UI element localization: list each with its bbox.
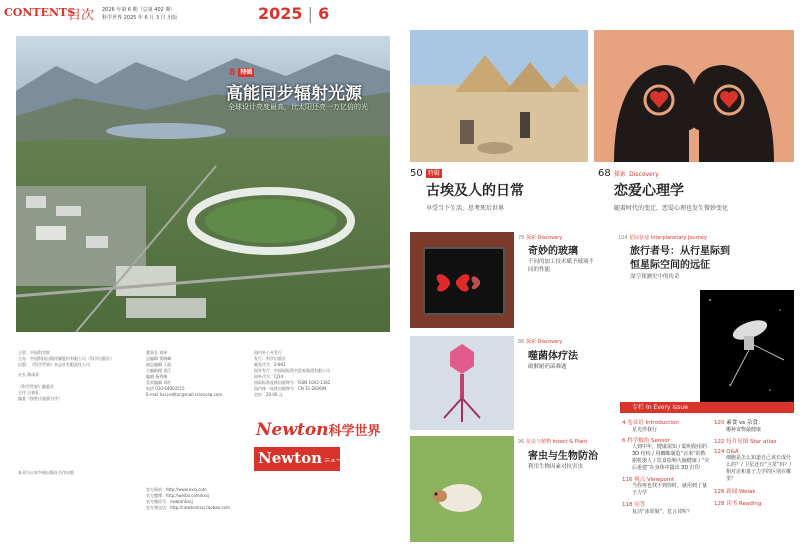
egypt-label: 50 特辑 [410, 168, 440, 179]
issue-line: 2026 年第 6 期（总第 402 期） [102, 7, 176, 13]
voyager-title-line1[interactable]: 旅行者号：从行星际到 [630, 246, 730, 257]
two-heads-heart-image [594, 30, 794, 162]
glass-label: 78 探索 Discovery [518, 235, 563, 241]
column-item[interactable]: 128 读书 Reading [714, 501, 762, 507]
cooperation-note: 本刊与日本牛顿出版社合作出版 [18, 470, 74, 475]
masthead-middle: 董事长 刘伟 总编辑 贺晓峰 副总编辑 王政 主编助理 刘江 编辑 杨秀梅 美术编辑 刘红 电话 010-64003515 E-mail kxsj-editor@mail.sciencep.com [146, 350, 223, 397]
column-item[interactable]: 6 科学触角 Sensor 人到中年，健康需知 / 聪明使用的 3D 结构 / 用蜘蛛制造“百米”的数据机器人 / 饮食影响大脑健康 / “灾后重建”在身体中露出 3D 打印 [622, 438, 710, 471]
masthead-bottom: 官方网站：http://www.kxsj.com 官方微博：http://weibo.com/kxsj 官方微信号：newtonkxsj 官方淘宝店：http://newtonkxsj.taobao.com [146, 487, 230, 510]
photo-glass[interactable] [410, 232, 514, 328]
photo-egypt[interactable] [410, 30, 588, 162]
phage-title[interactable]: 噬菌体疗法 [528, 351, 578, 362]
glass-subtitle: 不同的加工技术赋予玻璃不同的性能 [528, 259, 595, 273]
newton-logo-red: Newton ニュートン [254, 447, 340, 471]
voyager-subtitle: 深空探测史中的传奇 [630, 274, 680, 280]
masthead-right: 国内外公开发行 发行：科学出版社 邮发代号：2-802 国外发行：中国国际图书贸易集团有限公司 国外代号：CJ14 国际标准连续出版物号：ISSN 1003-1162 国内统一连续出版物号：CN 11-2836/N 定价：20.00 元 [254, 350, 331, 397]
column-item[interactable]: 126 新闻 Weiak [714, 489, 756, 495]
issue-year: 2025 | 6 [258, 4, 330, 23]
voyager-probe-image [700, 290, 794, 402]
columns-header: 专栏 In Every Issue [620, 402, 794, 413]
photo-voyager[interactable] [700, 290, 794, 402]
insect-label: 96 昆虫与植物 Insect & Plant [518, 439, 588, 445]
column-item[interactable]: 118 问答 复活“冰原狼”，危言耸听？ [622, 502, 693, 515]
insect-title[interactable]: 害虫与生物防治 [528, 451, 598, 462]
egypt-subtitle: 享受当下生活，思考死后世界 [426, 205, 505, 212]
insect-image [410, 436, 514, 542]
column-item[interactable]: 124 Q&A 细胞是怎么知道自己该长成什么的？/ 卫星还有“卫星”吗？/ 相对论和量子力学的区别在哪里？ [714, 449, 792, 482]
love-label: 68 探索 Discovery [598, 168, 659, 179]
cover-feature-subtitle: 全球设计亮度最高，比太阳还亮一万亿倍的光 [228, 103, 368, 111]
love-title[interactable]: 恋爱心理学 [614, 183, 684, 199]
columns-right [714, 418, 794, 507]
voyager-title-line2[interactable]: 恒星际空间的远征 [630, 260, 710, 271]
photo-insect[interactable] [410, 436, 514, 542]
column-item[interactable]: 116 视点 Viewpoint 当你再也找不到你时，就用到了量子力学 [622, 477, 708, 496]
contents-cn: 目次 [68, 8, 95, 23]
glass-title[interactable]: 奇妙的玻璃 [528, 246, 578, 257]
newton-logo: Newton科学世界 [256, 420, 381, 440]
pyramids-excavation-image [410, 30, 588, 162]
photo-phage[interactable] [410, 336, 514, 430]
cover-feature-label: 8 特辑 [229, 68, 253, 78]
column-item[interactable]: 122 每月星图 Star atlas [714, 439, 777, 445]
butterfly-glass-image [410, 232, 514, 328]
cover-feature-title[interactable]: 高能同步辐射光源 [226, 84, 362, 104]
photo-love[interactable] [594, 30, 794, 162]
magazine-line: 科学世界 2025 年 6 月 3 日 出版 [102, 15, 178, 21]
bacteriophage-image [410, 336, 514, 430]
masthead-left: 主管：中国科学院 主办：中国科技出版传媒股份有限公司（科学出版社） 出版：《科学世界》杂志社有限责任公司 社长 路甬祥 《科学世界》编委会 主任 白春礼 编委（按姓氏笔画为序） [18, 350, 114, 401]
love-subtitle: 随着时代的变迁，恋爱心理也发生微妙变化 [614, 205, 729, 212]
voyager-label: 104 星际征途 Interplanetary Journey [618, 235, 707, 241]
phage-subtitle: 破解耐药菌难题 [528, 364, 567, 370]
columns-left [622, 418, 710, 515]
insect-subtitle: 利用生物因素对抗害虫 [528, 464, 584, 470]
column-item[interactable]: 4 卷首语 Introduction 星光伴我行 [622, 420, 679, 433]
contents-en: CONTENTS [4, 6, 76, 19]
egypt-title[interactable]: 古埃及人的日常 [426, 183, 524, 199]
phage-label: 86 探索 Discovery [518, 339, 563, 345]
column-item[interactable]: 120 素食 vs 杂食： 哪种食物最健康 [714, 420, 764, 433]
